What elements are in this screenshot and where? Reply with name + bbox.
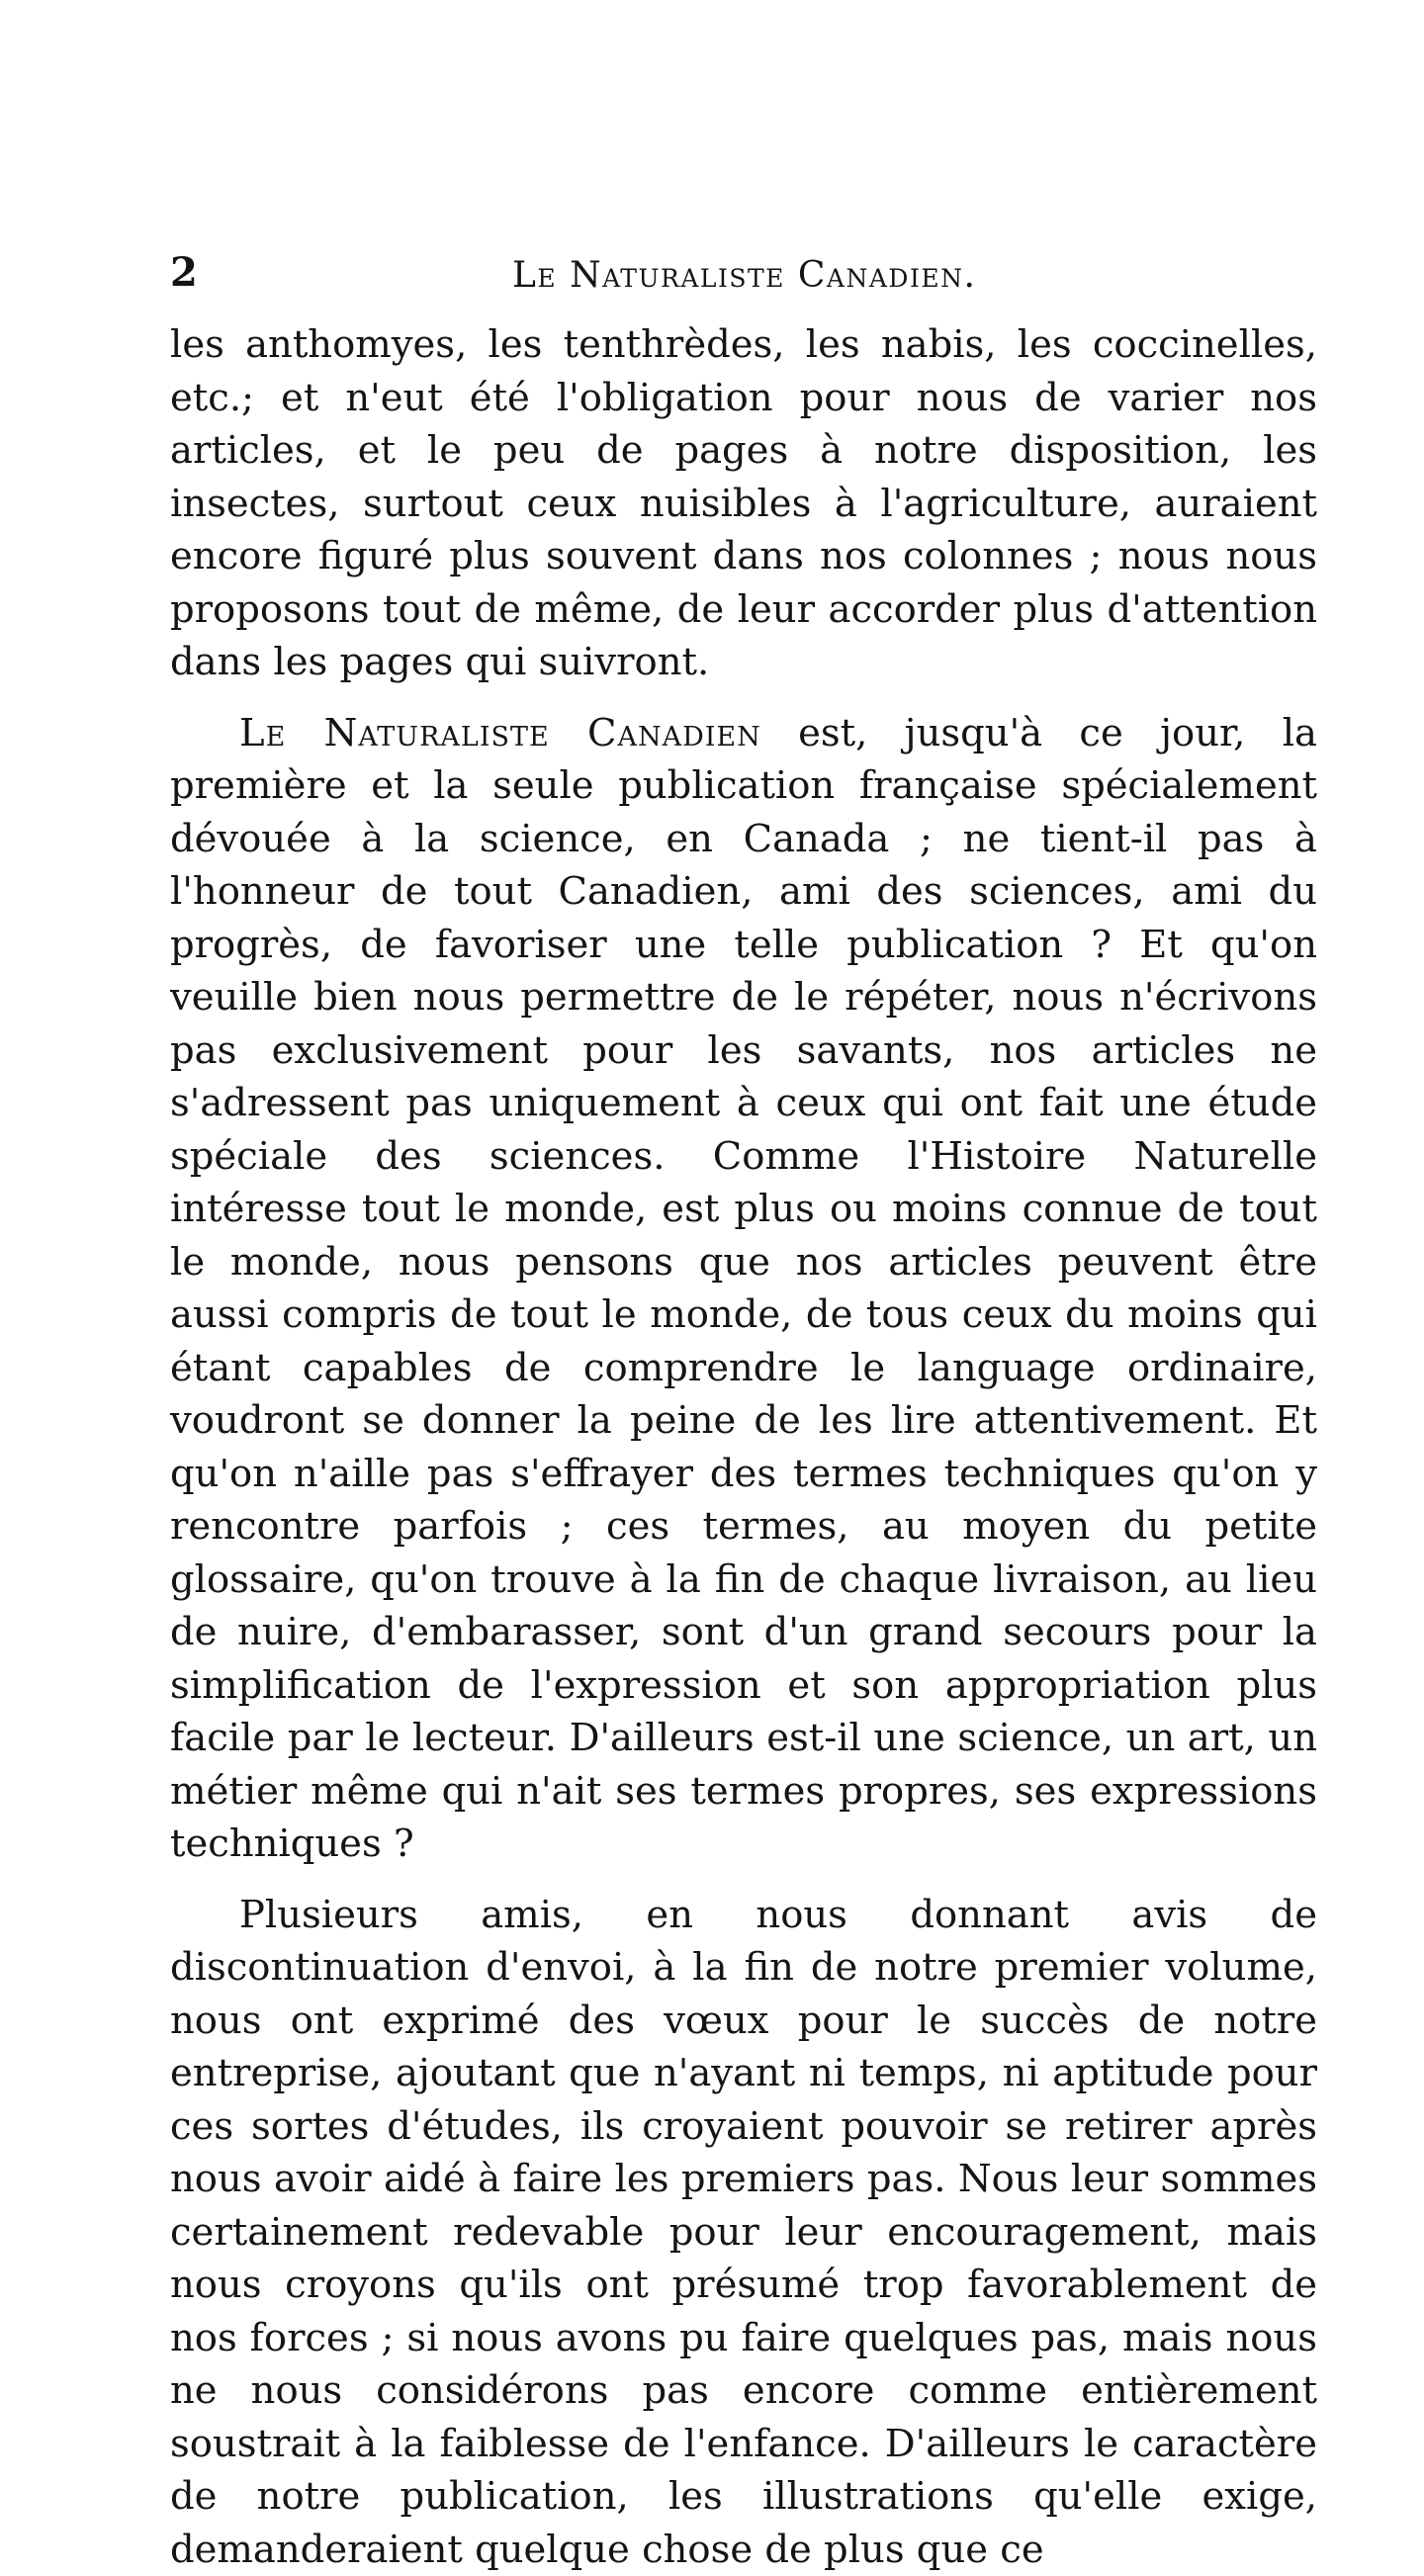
page-number: 2 [170,249,198,296]
paragraph-2 [170,707,1317,1871]
paragraph-1: les anthomyes, les tenthrèdes, les nabis, les coccinelles, etc.; et n'eut été l'obligation pour nous de varier nos articles, et le peu de pages à notre disposition, les insectes, surtout ceux nuisibles à l'agriculture, auraient encore figuré plus souvent dans nos colonnes ; nous nous proposons tout de même, de leur accorder plus d'attention dans les pages qui suivront. [170,318,1317,689]
running-head [170,249,1317,309]
paragraph-3: Plusieurs amis, en nous donnant avis de discontinuation d'envoi, à la fin de notre premier volume, nous ont exprimé des vœux pour le succès de notre entreprise, ajoutant que n'ayant ni temps, ni aptitude pour ces sortes d'études, ils croyaient pouvoir se retirer après nous avoir aidé à faire les premiers pas. Nous leur sommes certainement redevable pour leur encouragement, mais nous croyons qu'ils ont présumé trop favorablement de nos forces ; si nous avons pu faire quelques pas, mais nous ne nous considérons pas encore comme entièrement soustrait à la faiblesse de l'enfance. D'ailleurs le caractère de notre publication, les illustrations qu'elle exige, demanderaient quelque chose de plus que ce [170,1889,1317,2576]
journal-title: Le Naturaliste Canadien. [512,255,976,296]
paragraph-2-text: est, jusqu'à ce jour, la première et la seule publication française spécialement dévouée à la science, en Canada ; ne tient-il pas à l'honneur de tout Canadien, ami des sciences, ami du progrès, de favoriser une telle publication ? Et qu'on veuille bien nous permettre de le répéter, nous n'écrivons pas exclusivement pour les savants, nos articles ne s'adressent pas uniquement à ceux qui ont fait une étude spéciale des sciences. Comme l'Histoire Naturelle intéresse tout le monde, est plus ou moins connue de tout le monde, nous pensons que nos articles peuvent être aussi compris de tout le monde, de tous ceux du moins qui étant capables de comprendre le language ordinaire, voudront se donner la peine de les lire attentivement. Et qu'on n'aille pas s'effrayer des termes techniques qu'on y rencontre parfois ; ces termes, au moyen du petite glossaire, qu'on trouve à la fin de chaque livraison, au lieu de nuire, d'embarasser, sont d'un grand secours pour la simplification de l'expression et son appropriation plus facile par le lecteur. D'ailleurs est-il une science, un art, un métier même qui n'ait ses termes propres, ses expressions techniques ? [170,711,1317,1867]
journal-name-inline: Le Naturaliste Canadien [239,711,761,755]
body-text [170,318,1317,2576]
